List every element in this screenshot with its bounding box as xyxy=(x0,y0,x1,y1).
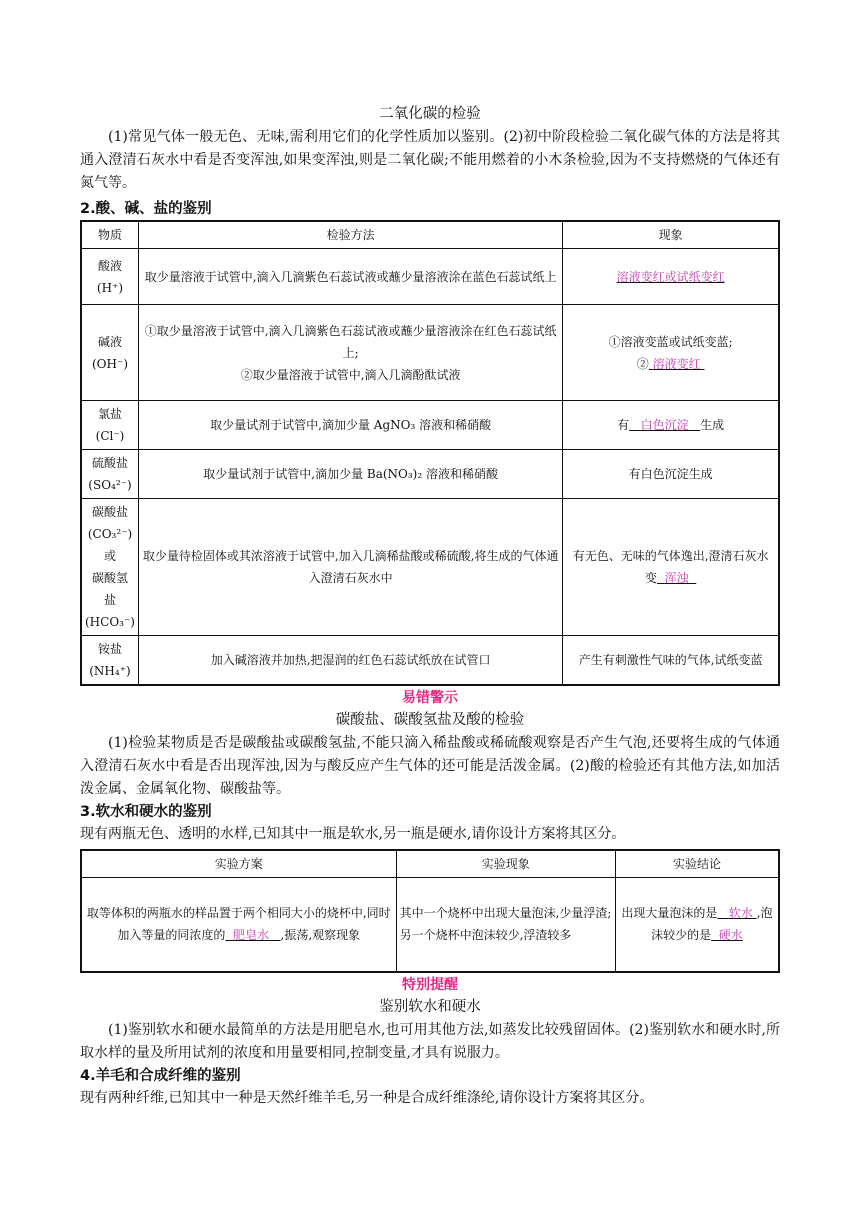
method-cell: 加入碱溶液并加热,把湿润的红色石蕊试纸放在试管口 xyxy=(139,636,563,686)
phenomenon-prefix: 有无色、无味的气体逸出,澄清石灰水变 xyxy=(572,549,769,585)
section-4-intro: 现有两种纤维,已知其中一种是天然纤维羊毛,另一种是合成纤维涤纶,请你设计方案将其区分。 xyxy=(80,1089,654,1106)
substance-ion: (H⁺) xyxy=(96,280,124,295)
table-header-row xyxy=(81,221,779,249)
substance-ion: (NH₄⁺) xyxy=(89,664,131,678)
warning-title: 碳酸盐、碳酸氢盐及酸的检验 xyxy=(335,712,525,728)
table-header: 现象 xyxy=(563,221,779,249)
phenomenon-cell: 产生有刺激性气味的气体,试纸变蓝 xyxy=(563,636,779,686)
table-header: 实验结论 xyxy=(615,850,779,878)
plan-text: 取等体积的两瓶水的样品置于两个相同大小的烧杯中,同时加入等量的同浓度的 xyxy=(86,906,391,943)
table-row xyxy=(81,636,779,686)
phenomenon-cell xyxy=(563,249,779,305)
phenomenon-suffix: 生成 xyxy=(700,418,725,432)
substance-cell xyxy=(81,636,139,686)
section-3-intro: 现有两瓶无色、透明的水样,已知其中一瓶是软水,另一瓶是硬水,请你设计方案将其区分。 xyxy=(80,826,626,842)
table-row xyxy=(81,305,779,401)
section-4-title: 4.羊毛和合成纤维的鉴别 xyxy=(80,1067,241,1084)
table-row xyxy=(81,450,779,499)
phenomenon-cell xyxy=(563,401,779,450)
answer-text xyxy=(657,571,696,585)
phenomenon-cell xyxy=(563,499,779,636)
warning-paragraph: (1)检验某物质是否是碳酸盐或碳酸氢盐,不能只滴入稀盐酸或稀硫酸观察是否产生气泡,还要将生成的气体通入澄清石灰水中看是否出现浑浊,因为与酸反应产生气体的还可能是活泼金属。(2)酸的检验还有其他方法,如加活泼金属、金属氧化物、碳酸盐等。 xyxy=(80,735,780,797)
substance-name: 酸液 xyxy=(97,258,122,273)
answer-value: 白色沉淀 xyxy=(640,418,689,432)
substance-cell xyxy=(81,401,139,450)
method-step-1: ①取少量溶液于试管中,滴入几滴紫色石蕊试液或蘸少量溶液涂在红色石蕊试纸上; xyxy=(144,323,557,360)
plan-cell xyxy=(81,878,396,972)
table-row xyxy=(81,499,779,636)
answer-value: 浑浊 xyxy=(664,571,689,585)
table-header-row xyxy=(81,850,779,878)
method-cell: 取少量试剂于试管中,滴加少量 Ba(NO₃)₂ 溶液和稀硝酸 xyxy=(139,450,563,499)
table-row xyxy=(81,401,779,450)
water-table xyxy=(80,849,780,973)
phenomenon-step-2-prefix: ② xyxy=(636,356,649,371)
table-row xyxy=(81,249,779,305)
tip-title: 鉴别软水和硬水 xyxy=(379,998,481,1015)
substance-cell xyxy=(81,305,139,401)
conclusion-prefix: 出现大量泡沫的是 xyxy=(621,906,718,921)
tip-paragraph: (1)鉴别软水和硬水最简单的方法是用肥皂水,也可用其他方法,如蒸发比较残留固体。(2)鉴别软水和硬水时,所取水样的量及所用试剂的浓度和用量要相同,控制变量,才具有说服力。 xyxy=(80,1021,780,1061)
substance-name: 铵盐 xyxy=(97,642,122,656)
answer-text: 溶液变红或试纸变红 xyxy=(616,269,725,284)
conclusion-mid: ,泡沫较少的是 xyxy=(651,906,773,943)
phenomenon-prefix: 有 xyxy=(617,418,630,432)
co2-paragraph: (1)常见气体一般无色、无味,需利用它们的化学性质加以鉴别。(2)初中阶段检验二氧化碳气体的方法是将其通入澄清石灰水中看是否变浑浊,如果变浑浊,则是二氧化碳;不能用燃着的小木条检验,因为不支持燃烧的气体还有氮气等。 xyxy=(80,129,780,191)
answer-text xyxy=(711,928,743,942)
answer-text xyxy=(649,357,705,371)
acid-base-salt-table xyxy=(80,220,780,686)
co2-title: 二氧化碳的检验 xyxy=(379,106,481,122)
substance-cell xyxy=(81,249,139,305)
phenomenon-step-1: ①溶液变蓝或试纸变蓝; xyxy=(608,334,733,349)
answer-text xyxy=(225,928,280,942)
table-header: 实验现象 xyxy=(396,850,615,878)
substance-ion: (SO₄²⁻) xyxy=(88,478,132,492)
substance-ion: (Cl⁻) xyxy=(95,429,125,443)
method-cell: 取少量试剂于试管中,滴加少量 AgNO₃ 溶液和稀硝酸 xyxy=(139,401,563,450)
conclusion-cell xyxy=(615,878,779,972)
substance-line: (HCO₃⁻) xyxy=(85,615,135,629)
method-cell: 取少量待检固体或其浓溶液于试管中,加入几滴稀盐酸或稀硫酸,将生成的气体通入澄清石灰水中 xyxy=(139,499,563,636)
plan-suffix: ,振荡,观察现象 xyxy=(280,928,361,943)
substance-name: 硫酸盐 xyxy=(91,456,128,470)
substance-name: 碱液 xyxy=(97,334,122,349)
answer-text xyxy=(629,418,700,432)
worksheet-page xyxy=(80,102,780,1110)
substance-line: 碳酸氢 xyxy=(91,571,128,585)
substance-line: 或 xyxy=(103,549,116,563)
answer-value: 硬水 xyxy=(718,928,743,943)
answer-text xyxy=(717,906,756,920)
substance-name: 氯盐 xyxy=(97,407,122,421)
table-row xyxy=(81,878,779,972)
phenomenon-cell: 有白色沉淀生成 xyxy=(563,450,779,499)
answer-value: 软水 xyxy=(728,906,753,921)
answer-value: 肥皂水 xyxy=(233,928,270,943)
substance-line: 碳酸盐 xyxy=(91,505,128,519)
substance-ion: (OH⁻) xyxy=(92,356,128,371)
answer-value: 溶液变红 xyxy=(652,356,701,371)
method-cell: 取少量溶液于试管中,滴入几滴紫色石蕊试液或蘸少量溶液涂在蓝色石蕊试纸上 xyxy=(139,249,563,305)
tip-tag: 特别提醒 xyxy=(402,976,458,993)
phenomenon-cell xyxy=(563,305,779,401)
section-2-title: 2.酸、碱、盐的鉴别 xyxy=(80,201,212,217)
table-header: 检验方法 xyxy=(139,221,563,249)
table-header: 物质 xyxy=(81,221,139,249)
method-step-2: ②取少量溶液于试管中,滴入几滴酚酞试液 xyxy=(240,367,461,382)
warning-tag: 易错警示 xyxy=(402,690,458,706)
substance-cell xyxy=(81,450,139,499)
table-header: 实验方案 xyxy=(81,850,396,878)
substance-cell xyxy=(81,499,139,636)
method-cell xyxy=(139,305,563,401)
phenomenon-cell: 其中一个烧杯中出现大量泡沫,少量浮渣;另一个烧杯中泡沫较少,浮渣较多 xyxy=(396,878,615,972)
substance-line: (CO₃²⁻) xyxy=(87,527,133,541)
section-3-title: 3.软水和硬水的鉴别 xyxy=(80,804,212,820)
substance-line: 盐 xyxy=(103,593,116,607)
